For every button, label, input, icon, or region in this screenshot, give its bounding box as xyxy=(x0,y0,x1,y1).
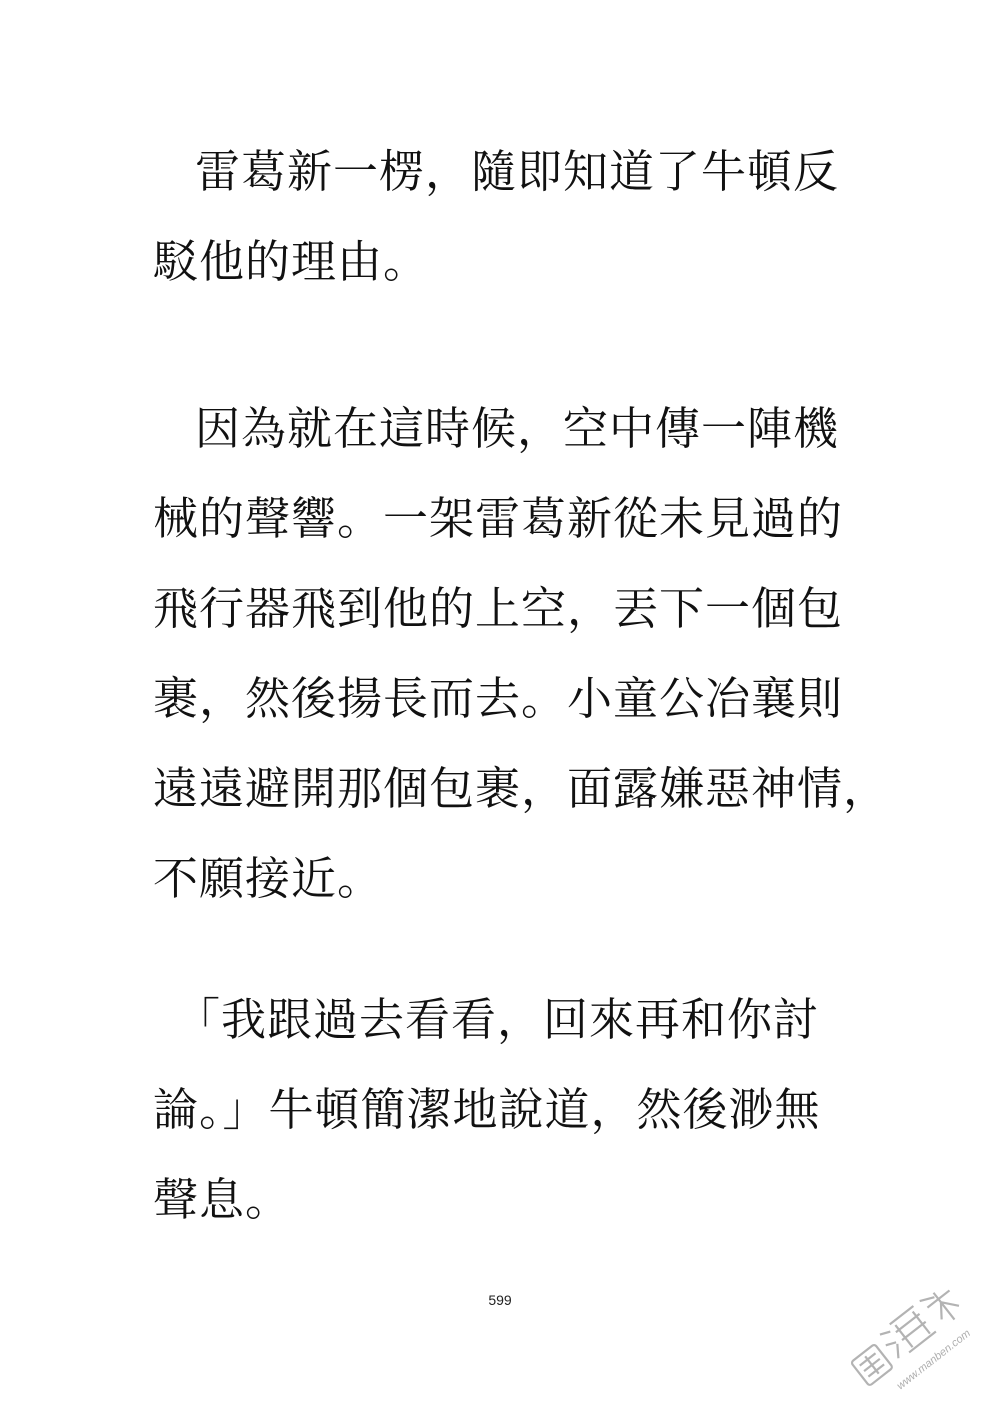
text-line: 駁他的理由。 xyxy=(153,235,430,288)
text-line: 遠遠避開那個包裹，面露嫌惡神情， xyxy=(153,762,890,815)
text-line: 論。」牛頓簡潔地說道，然後渺無 xyxy=(153,1083,821,1136)
text-line: 因為就在這時候，空中傳一陣機 xyxy=(195,402,840,455)
paragraph-1 xyxy=(153,127,853,307)
text-line: 「我跟過去看看，回來再和你討 xyxy=(175,993,820,1046)
paragraph-2 xyxy=(153,384,890,924)
text-line: 飛行器飛到他的上空，丟下一個包 xyxy=(153,582,844,635)
text-line: 械的聲響。一架雷葛新從未見過的 xyxy=(153,492,844,545)
text-line: 聲息。 xyxy=(153,1173,292,1226)
text-line: 不願接近。 xyxy=(153,852,384,905)
text-line: 裹，然後揚長而去。小童公冶襄則 xyxy=(153,672,844,725)
watermark-logo xyxy=(836,1272,986,1402)
watermark-logo-icon xyxy=(836,1272,986,1402)
text-line: 雷葛新一楞，隨即知道了牛頓反 xyxy=(195,145,840,198)
paragraph-3 xyxy=(153,975,853,1245)
page-number: 599 xyxy=(488,1292,512,1308)
watermark-url: www.manben.com xyxy=(894,1327,973,1393)
